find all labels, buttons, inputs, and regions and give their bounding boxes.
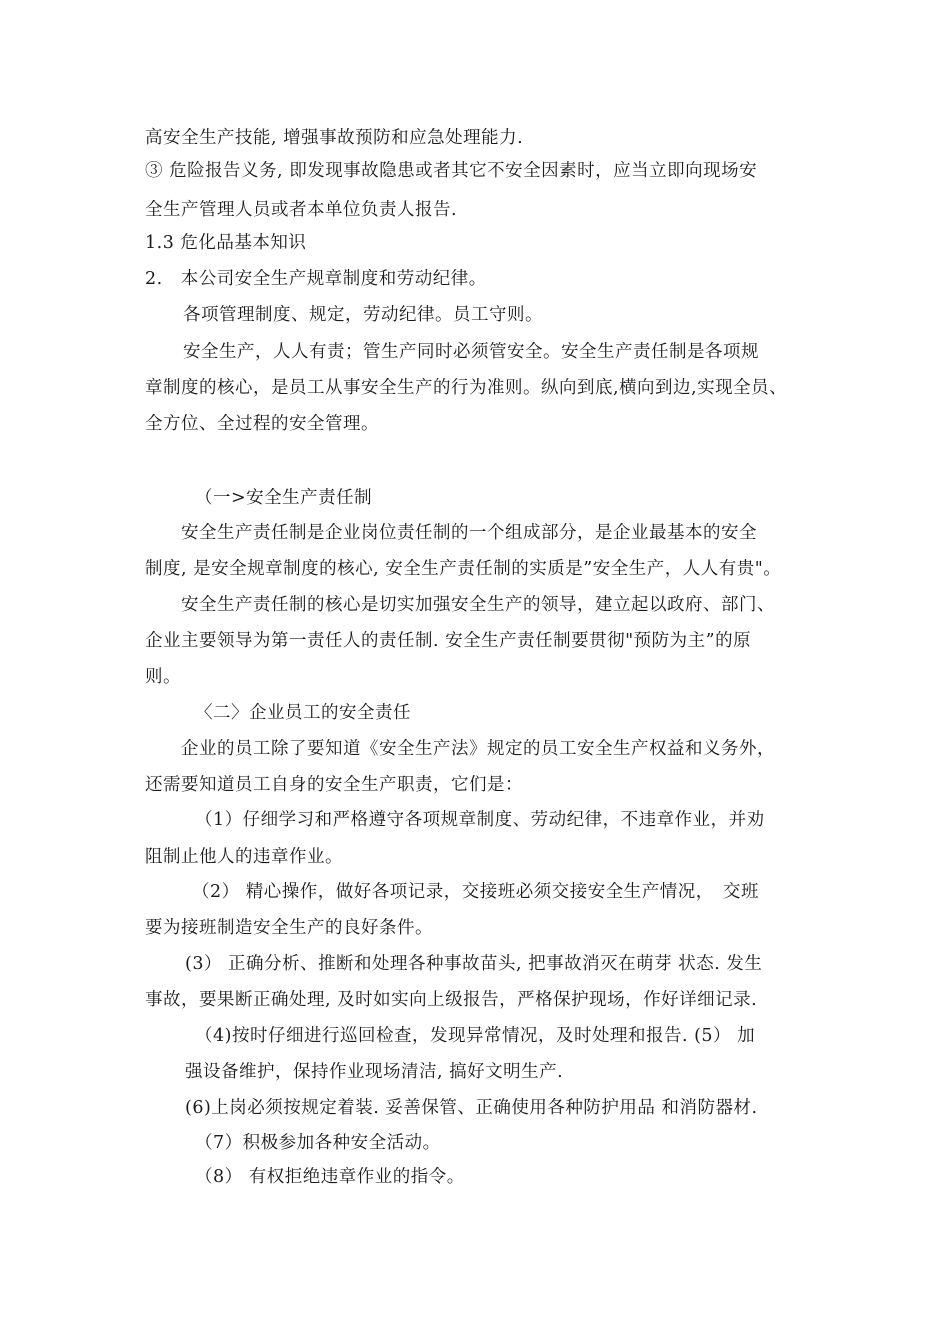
list-item: (6)上岗必须按规定着装. 妥善保管、正确使用各种防护用品 和消防器材.: [185, 1098, 758, 1118]
text-line: 各项管理制度、规定，劳动纪律。员工守则。: [183, 305, 543, 325]
subsection-heading: 〈二〉企业员工的安全责任: [195, 703, 411, 723]
text-line: 强设备维护，保持作业现场清洁, 搞好文明生产.: [185, 1062, 564, 1082]
list-item: （4)按时仔细进行巡回检查，发现异常情况，及时处理和报告. (5） 加: [195, 1026, 756, 1046]
text-line: 全生产管理人员或者本单位负责人报告.: [145, 200, 458, 220]
text-line: 制度, 是安全规章制度的核心, 安全生产责任制的实质是”安全生产，人人有贵"。: [145, 559, 782, 579]
text-line: 要为接班制造安全生产的良好条件。: [145, 918, 433, 938]
section-heading: 1.3 危化品基本知识: [145, 233, 307, 253]
text-line: 企业主要领导为第一责任人的责任制. 安全生产责任制要贯彻"预防为主”的原: [145, 631, 752, 651]
text-line: 安全生产责任制是企业岗位责任制的一个组成部分，是企业最基本的安全: [181, 523, 757, 543]
list-item: (3） 正确分析、推断和处理各种事故苗头, 把事故消灭在萌芽 状态. 发生: [185, 954, 763, 974]
text-line: 企业的员工除了要知道《安全生产法》规定的员工安全生产权益和义务外，: [181, 739, 775, 759]
text-line: 则。: [145, 667, 181, 687]
text-line: 安全生产责任制的核心是切实加强安全生产的领导，建立起以政府、部门、: [181, 595, 775, 615]
text-line: 章制度的核心，是员工从事安全生产的行为准则。纵向到底,横向到边,实现全员、: [145, 378, 788, 398]
subsection-heading: （一>安全生产责任制: [195, 488, 373, 508]
text-line: 事故，要果断正确处理, 及时如实向上级报告，严格保护现场，作好详细记录.: [145, 990, 758, 1010]
text-line: 安全生产，人人有责；管生产同时必须管安全。安全生产责任制是各项规: [183, 342, 759, 362]
text-line: 还需要知道员工自身的安全生产职责，它们是：: [145, 775, 523, 795]
text-line: 全方位、全过程的安全管理。: [145, 414, 379, 434]
list-item: （2） 精心操作，做好各项记录，交接班必须交接安全生产情况， 交班: [192, 882, 759, 902]
text-line: 阻制止他人的违章作业。: [145, 847, 343, 867]
list-item: （7）积极参加各种安全活动。: [195, 1133, 441, 1153]
text-line: ③ 危险报告义务, 即发现事故隐患或者其它不安全因素时，应当立即向现场安: [145, 161, 758, 181]
numbered-heading: 2. 本公司安全生产规章制度和劳动纪律。: [145, 269, 487, 289]
text-line: 高安全生产技能, 增强事故预防和应急处理能力.: [145, 128, 524, 148]
list-item: （8） 有权拒绝违章作业的指令。: [195, 1167, 465, 1187]
list-item: （1）仔细学习和严格遵守各项规章制度、劳动纪律，不违章作业，并劝: [195, 810, 765, 830]
